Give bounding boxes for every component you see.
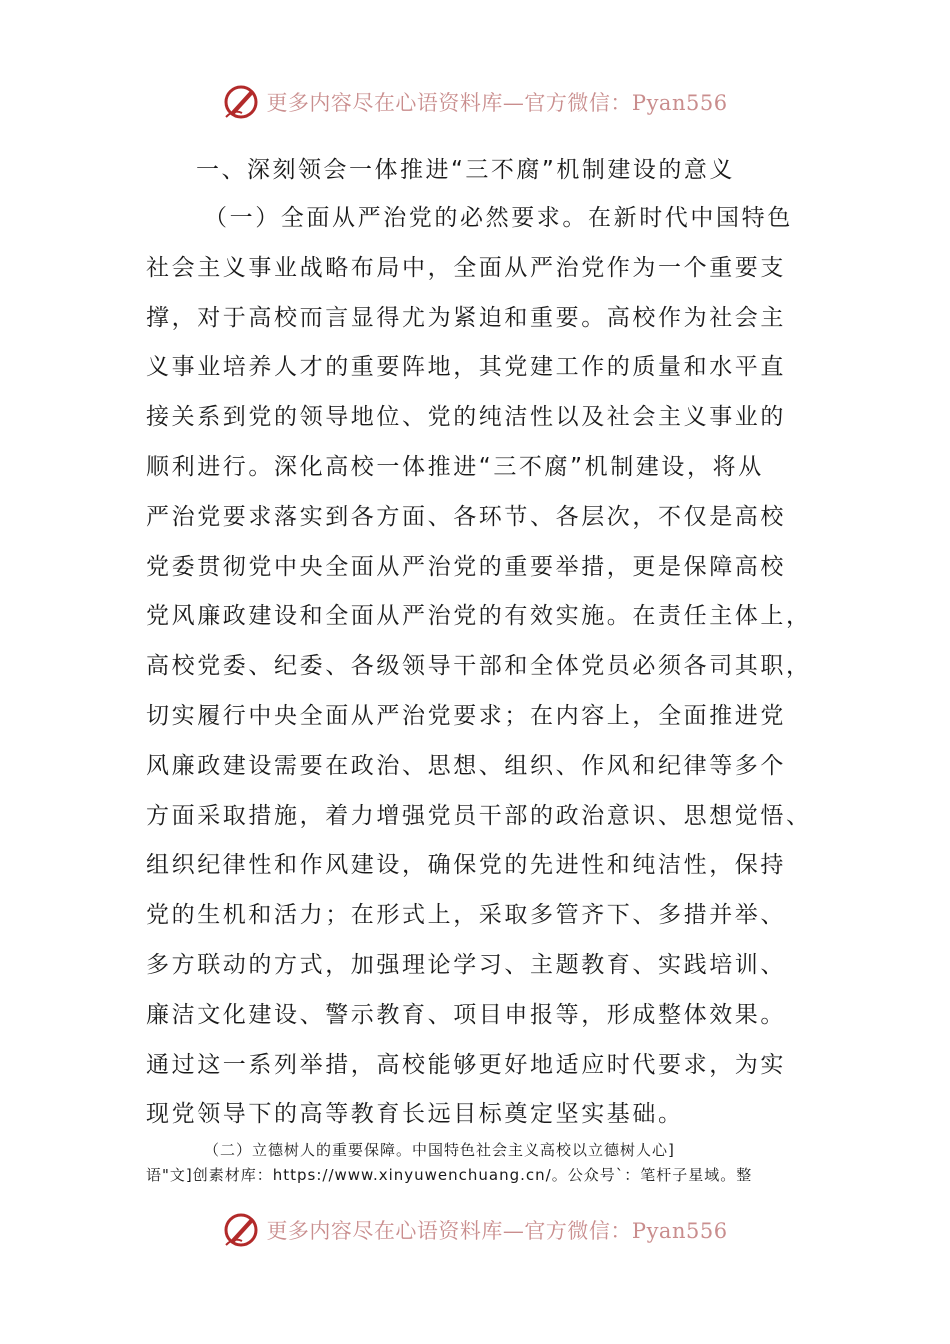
watermark-banner-top: [0, 82, 950, 122]
small-text-line: 语"文]创素材库：https://www.xinyuwenchuang.cn/。公众号`：笔杆子星域。整: [146, 1166, 753, 1184]
paragraph-line: 社会主义事业战略布局中，全面从严治党作为一个重要支: [146, 254, 786, 281]
document-body: [146, 146, 812, 1140]
pen-circle-logo-icon: [222, 1211, 260, 1249]
paragraph-line: 切实履行中央全面从严治党要求；在内容上，全面推进党: [146, 702, 786, 729]
paragraph-line: 党的生机和活力；在形式上，采取多管齐下、多措并举、: [146, 902, 786, 929]
paragraph-line: 党委贯彻党中央全面从严治党的重要举措，更是保障高校: [146, 553, 786, 580]
small-text-line: （二）立德树人的重要保障。中国特色社会主义高校以立德树人心]: [204, 1141, 675, 1159]
paragraph-line: （一）全面从严治党的必然要求。在新时代中国特色: [204, 205, 793, 231]
paragraph-line: 撑，对于高校而言显得尤为紧迫和重要。高校作为社会主: [146, 304, 786, 331]
paragraph-line: 现党领导下的高等教育长远目标奠定坚实基础。: [146, 1101, 684, 1128]
paragraph-line: 顺利进行。深化高校一体推进“三不腐”机制建设，将从: [146, 453, 764, 480]
paragraph-line: 高校党委、纪委、各级领导干部和全体党员必须各司其职，: [146, 653, 812, 680]
paragraph-line: 多方联动的方式，加强理论学习、主题教育、实践培训、: [146, 951, 786, 978]
paragraph-1: [146, 194, 812, 1140]
watermark-banner-bottom: [0, 1210, 950, 1250]
paragraph-line: 党风廉政建设和全面从严治党的有效实施。在责任主体上，: [146, 603, 812, 630]
banner-text: 更多内容尽在心语资料库—官方微信：Pyan556: [266, 91, 728, 115]
paragraph-line: 组织纪律性和作风建设，确保党的先进性和纯洁性，保持: [146, 852, 786, 879]
paragraph-line: 廉洁文化建设、警示教育、项目申报等，形成整体效果。: [146, 1001, 786, 1028]
paragraph-line: 风廉政建设需要在政治、思想、组织、作风和纪律等多个: [146, 752, 786, 779]
section-heading: 一、深刻领会一体推进“三不腐”机制建设的意义: [196, 157, 735, 183]
paragraph-line: 义事业培养人才的重要阵地，其党建工作的质量和水平直: [146, 354, 786, 381]
banner-text: 更多内容尽在心语资料库—官方微信：Pyan556: [266, 1219, 728, 1243]
pen-circle-logo-icon: [222, 83, 260, 121]
paragraph-line: 通过这一系列举措，高校能够更好地适应时代要求，为实: [146, 1051, 786, 1078]
paragraph-2-fragment: [146, 1138, 806, 1188]
paragraph-line: 严治党要求落实到各方面、各环节、各层次，不仅是高校: [146, 503, 786, 530]
paragraph-line: 方面采取措施，着力增强党员干部的政治意识、思想觉悟、: [146, 802, 812, 829]
paragraph-line: 接关系到党的领导地位、党的纯洁性以及社会主义事业的: [146, 404, 786, 431]
